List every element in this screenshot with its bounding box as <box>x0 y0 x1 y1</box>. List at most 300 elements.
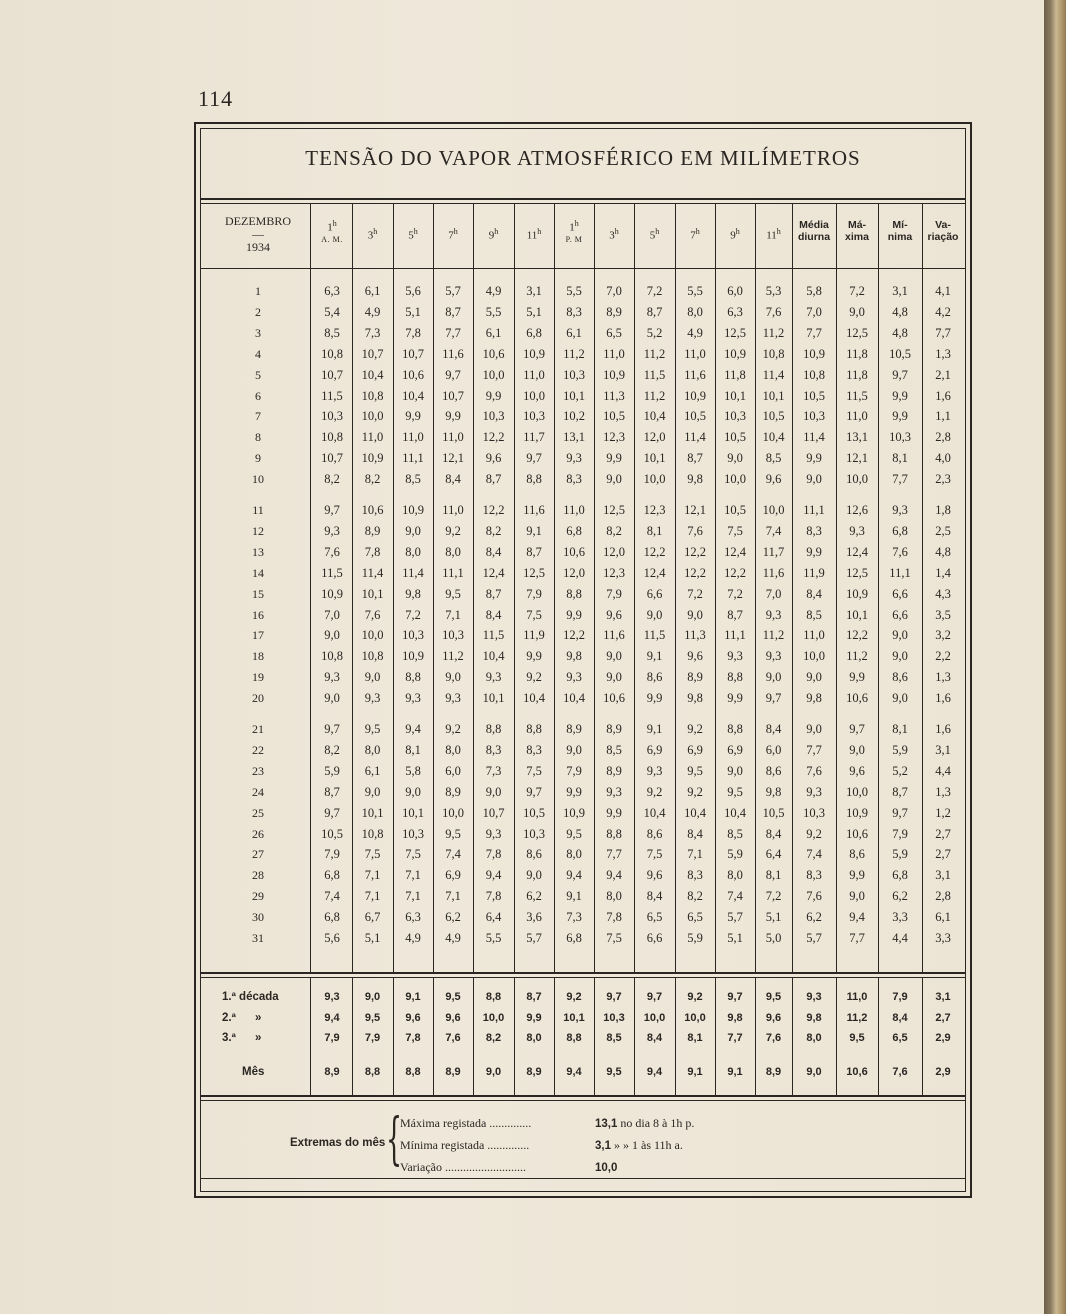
data-cell: 9,0 <box>806 670 822 685</box>
hour-header <box>675 226 715 242</box>
data-cell: 3,3 <box>935 931 951 945</box>
data-cell: 11,4 <box>762 367 785 382</box>
data-cell: 9,0 <box>806 472 822 487</box>
data-cell: 5,9 <box>727 847 743 862</box>
data-cell: 10,6 <box>563 544 585 559</box>
summary-top-rule-2 <box>200 977 966 978</box>
data-cell: 5,2 <box>646 325 663 340</box>
data-cell: 8,8 <box>727 670 743 685</box>
data-cell: 11,0 <box>684 346 706 361</box>
data-cell: 8,0 <box>445 742 461 757</box>
data-cell: 8,9 <box>687 670 703 685</box>
table-row <box>0 806 966 826</box>
stat-header-line2: riação <box>927 231 959 243</box>
data-cell: 6,1 <box>566 325 582 340</box>
data-cell: 10,5 <box>889 346 911 361</box>
table-row <box>0 649 966 669</box>
data-cell: 8,4 <box>687 826 703 841</box>
data-cell: 7,9 <box>606 586 622 601</box>
data-cell: 9,7 <box>324 805 340 820</box>
summary-cell: 9,5 <box>606 1066 622 1078</box>
data-cell: 8,0 <box>405 544 421 559</box>
data-cell: 8,1 <box>646 523 663 538</box>
data-cell: 11,8 <box>724 367 746 382</box>
data-cell: 4,3 <box>935 586 951 601</box>
data-cell: 7,8 <box>364 544 381 559</box>
summary-cell: 7,9 <box>892 991 908 1003</box>
summary-cell: 8,8 <box>485 991 502 1003</box>
data-cell: 6,1 <box>364 284 381 298</box>
summary-cell: 9,2 <box>687 991 703 1003</box>
data-cell: 2,5 <box>935 523 951 538</box>
data-cell: 12,3 <box>643 503 666 517</box>
data-cell: 2,7 <box>935 847 951 862</box>
table-row <box>0 524 966 544</box>
data-cell: 11,4 <box>402 565 424 580</box>
data-cell: 7,8 <box>405 325 421 340</box>
data-cell: 7,6 <box>806 763 822 778</box>
data-cell: 10,0 <box>482 367 505 382</box>
data-cell: 5,8 <box>405 763 421 778</box>
data-cell: 9,7 <box>892 367 908 382</box>
data-cell: 9,2 <box>445 722 461 736</box>
extremes-label: Extremas do mês <box>290 1137 386 1149</box>
data-cell: 7,1 <box>364 889 381 904</box>
data-cell: 9,0 <box>849 304 865 319</box>
data-cell: 10,7 <box>321 367 343 382</box>
data-cell: 7,1 <box>687 847 703 862</box>
data-cell: 7,1 <box>405 868 421 883</box>
data-cell: 6,0 <box>445 763 461 778</box>
data-cell: 6,1 <box>364 763 381 778</box>
data-cell: 9,3 <box>364 691 381 706</box>
data-cell: 7,2 <box>849 284 865 298</box>
day-number: 1 <box>255 284 261 298</box>
extreme-value <box>595 1160 617 1175</box>
data-cell: 1,6 <box>935 691 951 706</box>
data-cell: 9,3 <box>485 670 502 685</box>
hour-number: 3 <box>367 229 374 242</box>
hour-number: 3 <box>609 229 615 242</box>
data-cell: 11,0 <box>361 430 384 445</box>
summary-cell: 8,4 <box>892 1012 908 1024</box>
data-cell: 8,6 <box>765 763 782 778</box>
hour-number: 11 <box>526 229 538 242</box>
data-cell: 7,2 <box>687 586 703 601</box>
data-cell: 9,1 <box>566 889 582 904</box>
data-cell: 10,0 <box>846 472 868 487</box>
extremes-brace: { <box>386 1107 403 1172</box>
data-cell: 6,4 <box>765 847 782 862</box>
table-row <box>0 691 966 711</box>
summary-cell: 9,5 <box>849 1032 865 1044</box>
data-cell: 6,9 <box>445 868 461 883</box>
data-cell: 5,9 <box>892 847 908 862</box>
data-cell: 7,6 <box>364 607 381 622</box>
data-cell: 12,2 <box>724 565 746 580</box>
table-row <box>0 503 966 523</box>
summary-cell: 9,2 <box>566 991 582 1003</box>
data-cell: 12,5 <box>724 325 746 340</box>
data-cell: 8,2 <box>324 742 340 757</box>
data-cell: 9,3 <box>606 784 622 799</box>
data-cell: 10,9 <box>402 649 424 664</box>
table-row <box>0 722 966 742</box>
header-bottom-rule <box>200 268 966 269</box>
data-cell: 11,8 <box>846 346 868 361</box>
data-cell: 9,3 <box>485 826 502 841</box>
data-cell: 5,7 <box>727 910 743 925</box>
data-cell: 9,6 <box>646 868 663 883</box>
data-cell: 7,8 <box>485 847 502 862</box>
data-cell: 10,5 <box>724 430 746 445</box>
data-cell: 11,9 <box>523 628 545 643</box>
book-binding-edge <box>1044 0 1066 1314</box>
data-cell: 10,0 <box>643 472 666 487</box>
data-cell: 8,8 <box>526 472 542 487</box>
data-cell: 10,1 <box>361 805 384 820</box>
data-cell: 10,0 <box>442 805 464 820</box>
data-cell: 9,0 <box>765 670 782 685</box>
data-cell: 8,4 <box>485 607 502 622</box>
summary-cell: 8,8 <box>566 1032 582 1044</box>
summary-cell: 9,5 <box>765 991 782 1003</box>
data-cell: 7,1 <box>445 889 461 904</box>
data-cell: 8,8 <box>606 826 622 841</box>
day-number: 26 <box>252 826 264 841</box>
data-cell: 10,6 <box>361 503 384 517</box>
table-row <box>0 305 966 325</box>
data-cell: 9,7 <box>849 722 865 736</box>
hour-number: 9 <box>730 229 736 242</box>
data-cell: 10,1 <box>361 586 384 601</box>
data-cell: 8,9 <box>364 523 381 538</box>
extreme-value <box>595 1138 683 1153</box>
data-cell: 9,7 <box>324 722 340 736</box>
data-cell: 10,0 <box>762 503 785 517</box>
extremes-bottom-rule <box>200 1178 966 1179</box>
data-cell: 9,9 <box>566 607 582 622</box>
data-cell: 11,7 <box>523 430 545 445</box>
data-cell: 8,1 <box>892 722 908 736</box>
data-cell: 6,2 <box>526 889 542 904</box>
hour-superscript: h <box>453 227 458 236</box>
data-cell: 8,7 <box>526 544 542 559</box>
data-cell: 5,6 <box>405 284 421 298</box>
hour-header <box>554 218 594 246</box>
data-cell: 5,1 <box>727 931 743 945</box>
data-cell: 8,1 <box>892 451 908 466</box>
hour-superscript: h <box>373 227 378 236</box>
data-cell: 2,3 <box>935 472 951 487</box>
stat-header <box>836 219 878 243</box>
data-cell: 8,7 <box>324 784 340 799</box>
data-cell: 12,4 <box>724 544 746 559</box>
data-cell: 11,1 <box>803 503 825 517</box>
data-cell: 7,5 <box>646 847 663 862</box>
day-number: 31 <box>252 931 264 945</box>
data-cell: 6,1 <box>935 910 951 925</box>
data-cell: 9,4 <box>485 868 502 883</box>
summary-row <box>0 991 966 1011</box>
data-cell: 2,2 <box>935 649 951 664</box>
data-cell: 7,0 <box>765 586 782 601</box>
data-cell: 11,5 <box>846 388 868 403</box>
table-row <box>0 889 966 909</box>
data-cell: 8,4 <box>646 889 663 904</box>
data-cell: 6,8 <box>324 868 340 883</box>
data-cell: 7,9 <box>566 763 582 778</box>
data-cell: 5,1 <box>364 931 381 945</box>
data-cell: 9,9 <box>485 388 502 403</box>
data-cell: 12,4 <box>846 544 868 559</box>
data-cell: 4,1 <box>935 284 951 298</box>
data-cell: 10,0 <box>523 388 545 403</box>
data-cell: 8,3 <box>806 523 822 538</box>
data-cell: 8,7 <box>646 304 663 319</box>
data-cell: 11,2 <box>846 649 868 664</box>
data-cell: 5,5 <box>566 284 582 298</box>
data-cell: 5,3 <box>765 284 782 298</box>
hour-header <box>473 226 514 242</box>
data-cell: 9,3 <box>892 503 908 517</box>
data-cell: 7,3 <box>485 763 502 778</box>
summary-cell: 9,7 <box>606 991 622 1003</box>
data-cell: 5,9 <box>687 931 703 945</box>
data-cell: 9,0 <box>849 889 865 904</box>
data-cell: 6,4 <box>485 910 502 925</box>
summary-cell: 8,0 <box>806 1032 822 1044</box>
data-cell: 13,1 <box>846 430 868 445</box>
data-cell: 11,1 <box>724 628 746 643</box>
data-cell: 9,0 <box>892 628 908 643</box>
data-cell: 8,5 <box>606 742 622 757</box>
summary-cell: 8,8 <box>405 1066 421 1078</box>
summary-cell: 8,9 <box>526 1066 542 1078</box>
data-cell: 11,6 <box>762 565 785 580</box>
data-cell: 9,0 <box>646 607 663 622</box>
stat-header-line1: Va- <box>935 219 951 231</box>
data-cell: 10,0 <box>724 472 746 487</box>
data-cell: 10,0 <box>361 409 384 424</box>
title-divider <box>200 198 966 200</box>
data-cell: 10,1 <box>724 388 746 403</box>
data-cell: 4,8 <box>892 325 908 340</box>
data-cell: 9,5 <box>727 784 743 799</box>
data-cell: 11,2 <box>563 346 585 361</box>
data-cell: 6,3 <box>324 284 340 298</box>
summary-cell: 9,5 <box>364 1012 381 1024</box>
data-cell: 8,8 <box>566 586 582 601</box>
data-cell: 10,5 <box>762 409 785 424</box>
data-cell: 9,6 <box>687 649 703 664</box>
data-cell: 10,7 <box>402 346 424 361</box>
data-cell: 9,4 <box>849 910 865 925</box>
data-cell: 10,9 <box>684 388 706 403</box>
table-row <box>0 326 966 346</box>
data-cell: 9,0 <box>324 628 340 643</box>
data-cell: 11,3 <box>684 628 706 643</box>
data-cell: 8,6 <box>849 847 865 862</box>
data-cell: 10,3 <box>482 409 505 424</box>
data-cell: 7,3 <box>566 910 582 925</box>
data-cell: 10,6 <box>402 367 424 382</box>
data-cell: 7,9 <box>892 826 908 841</box>
data-cell: 7,0 <box>324 607 340 622</box>
data-cell: 5,9 <box>324 763 340 778</box>
summary-label: Mês <box>242 1066 265 1078</box>
hour-superscript: h <box>614 227 619 236</box>
summary-cell: 10,3 <box>603 1012 625 1024</box>
data-cell: 9,0 <box>892 691 908 706</box>
data-cell: 9,5 <box>445 586 461 601</box>
data-cell: 10,9 <box>724 346 746 361</box>
data-cell: 10,4 <box>643 409 666 424</box>
data-cell: 7,7 <box>806 742 822 757</box>
extreme-name: Mínima registada .............. <box>400 1138 530 1152</box>
data-cell: 7,4 <box>727 889 743 904</box>
data-cell: 10,3 <box>889 430 911 445</box>
data-cell: 7,2 <box>765 889 782 904</box>
summary-cell: 7,9 <box>364 1032 381 1044</box>
data-cell: 10,4 <box>523 691 545 706</box>
data-cell: 6,5 <box>606 325 622 340</box>
data-cell: 7,6 <box>687 523 703 538</box>
data-cell: 9,9 <box>892 409 908 424</box>
data-cell: 6,9 <box>646 742 663 757</box>
data-cell: 9,4 <box>405 722 421 736</box>
hour-period: A. M. <box>321 234 343 244</box>
stat-header-line2: nima <box>887 231 913 243</box>
data-cell: 5,0 <box>765 931 782 945</box>
data-cell: 8,4 <box>445 472 461 487</box>
data-cell: 6,5 <box>646 910 663 925</box>
data-cell: 9,5 <box>445 826 461 841</box>
data-cell: 11,0 <box>523 367 545 382</box>
data-cell: 11,4 <box>361 565 384 580</box>
table-row <box>0 347 966 367</box>
data-cell: 12,2 <box>643 544 666 559</box>
data-cell: 6,3 <box>727 304 743 319</box>
hour-superscript: h <box>537 227 542 236</box>
table-row <box>0 389 966 409</box>
summary-cell: 8,5 <box>606 1032 622 1044</box>
data-cell: 10,3 <box>563 367 585 382</box>
extreme-name: Variação ........................... <box>400 1160 526 1174</box>
data-cell: 7,8 <box>606 910 622 925</box>
data-cell: 10,5 <box>684 409 706 424</box>
summary-cell: 9,6 <box>445 1012 461 1024</box>
data-cell: 10,1 <box>563 388 585 403</box>
day-number: 13 <box>252 544 264 559</box>
table-row <box>0 566 966 586</box>
data-cell: 4,0 <box>935 451 951 466</box>
data-cell: 10,1 <box>762 388 785 403</box>
data-cell: 7,3 <box>364 325 381 340</box>
stat-header-line2: xima <box>845 231 869 243</box>
data-cell: 10,9 <box>402 503 424 517</box>
data-cell: 12,2 <box>684 544 706 559</box>
data-cell: 10,5 <box>724 503 746 517</box>
data-cell: 9,9 <box>849 670 865 685</box>
data-cell: 6,6 <box>646 586 663 601</box>
data-cell: 6,8 <box>324 910 340 925</box>
data-cell: 9,0 <box>566 742 582 757</box>
summary-cell: 7,6 <box>892 1066 908 1078</box>
data-cell: 11,0 <box>803 628 825 643</box>
data-cell: 7,7 <box>606 847 622 862</box>
data-cell: 11,0 <box>603 346 625 361</box>
data-cell: 6,7 <box>364 910 381 925</box>
data-cell: 9,6 <box>606 607 622 622</box>
data-cell: 4,2 <box>935 304 951 319</box>
data-cell: 9,0 <box>806 722 822 736</box>
summary-cell: 9,4 <box>646 1066 663 1078</box>
data-cell: 7,7 <box>445 325 461 340</box>
data-cell: 9,9 <box>806 451 822 466</box>
data-cell: 7,9 <box>324 847 340 862</box>
data-cell: 7,2 <box>646 284 663 298</box>
data-cell: 8,3 <box>526 742 542 757</box>
summary-cell: 10,0 <box>684 1012 706 1024</box>
summary-cell: 9,3 <box>806 991 822 1003</box>
month-dash: — <box>252 227 264 241</box>
table-title: TENSÃO DO VAPOR ATMOSFÉRICO EM MILÍMETROS <box>305 146 861 170</box>
summary-label: 3.ª » <box>222 1032 262 1044</box>
data-cell: 6,6 <box>892 586 908 601</box>
summary-cell: 9,1 <box>405 991 421 1003</box>
data-cell: 8,6 <box>646 826 663 841</box>
summary-cell: 7,8 <box>405 1032 421 1044</box>
data-cell: 11,6 <box>442 346 464 361</box>
data-cell: 7,0 <box>806 304 822 319</box>
data-cell: 8,9 <box>566 722 582 736</box>
summary-top-rule <box>200 972 966 974</box>
data-cell: 1,3 <box>935 670 951 685</box>
data-cell: 9,3 <box>765 607 782 622</box>
data-cell: 9,0 <box>727 451 743 466</box>
summary-cell: 9,4 <box>324 1012 340 1024</box>
data-cell: 9,0 <box>485 784 502 799</box>
data-cell: 7,4 <box>324 889 340 904</box>
data-cell: 9,9 <box>606 451 622 466</box>
data-cell: 9,5 <box>566 826 582 841</box>
hour-superscript: h <box>776 227 781 236</box>
data-cell: 8,3 <box>566 472 582 487</box>
data-cell: 7,6 <box>806 889 822 904</box>
data-cell: 9,9 <box>445 409 461 424</box>
data-cell: 10,5 <box>762 805 785 820</box>
data-cell: 12,0 <box>563 565 585 580</box>
data-cell: 8,9 <box>606 763 622 778</box>
summary-cell: 8,7 <box>526 991 542 1003</box>
data-cell: 8,3 <box>687 868 703 883</box>
hour-period: P. M <box>565 234 583 244</box>
data-cell: 12,2 <box>563 628 585 643</box>
summary-cell: 2,9 <box>935 1032 951 1044</box>
table-row <box>0 608 966 628</box>
extreme-note: » » 1 às 11h a. <box>611 1138 683 1152</box>
data-cell: 6,2 <box>806 910 822 925</box>
summary-cell: 6,5 <box>892 1032 908 1044</box>
data-cell: 5,7 <box>445 284 461 298</box>
data-cell: 11,1 <box>402 451 424 466</box>
data-cell: 10,0 <box>361 628 384 643</box>
hour-header <box>312 218 352 246</box>
data-cell: 10,5 <box>523 805 545 820</box>
data-cell: 10,2 <box>563 409 585 424</box>
data-cell: 10,3 <box>402 628 424 643</box>
